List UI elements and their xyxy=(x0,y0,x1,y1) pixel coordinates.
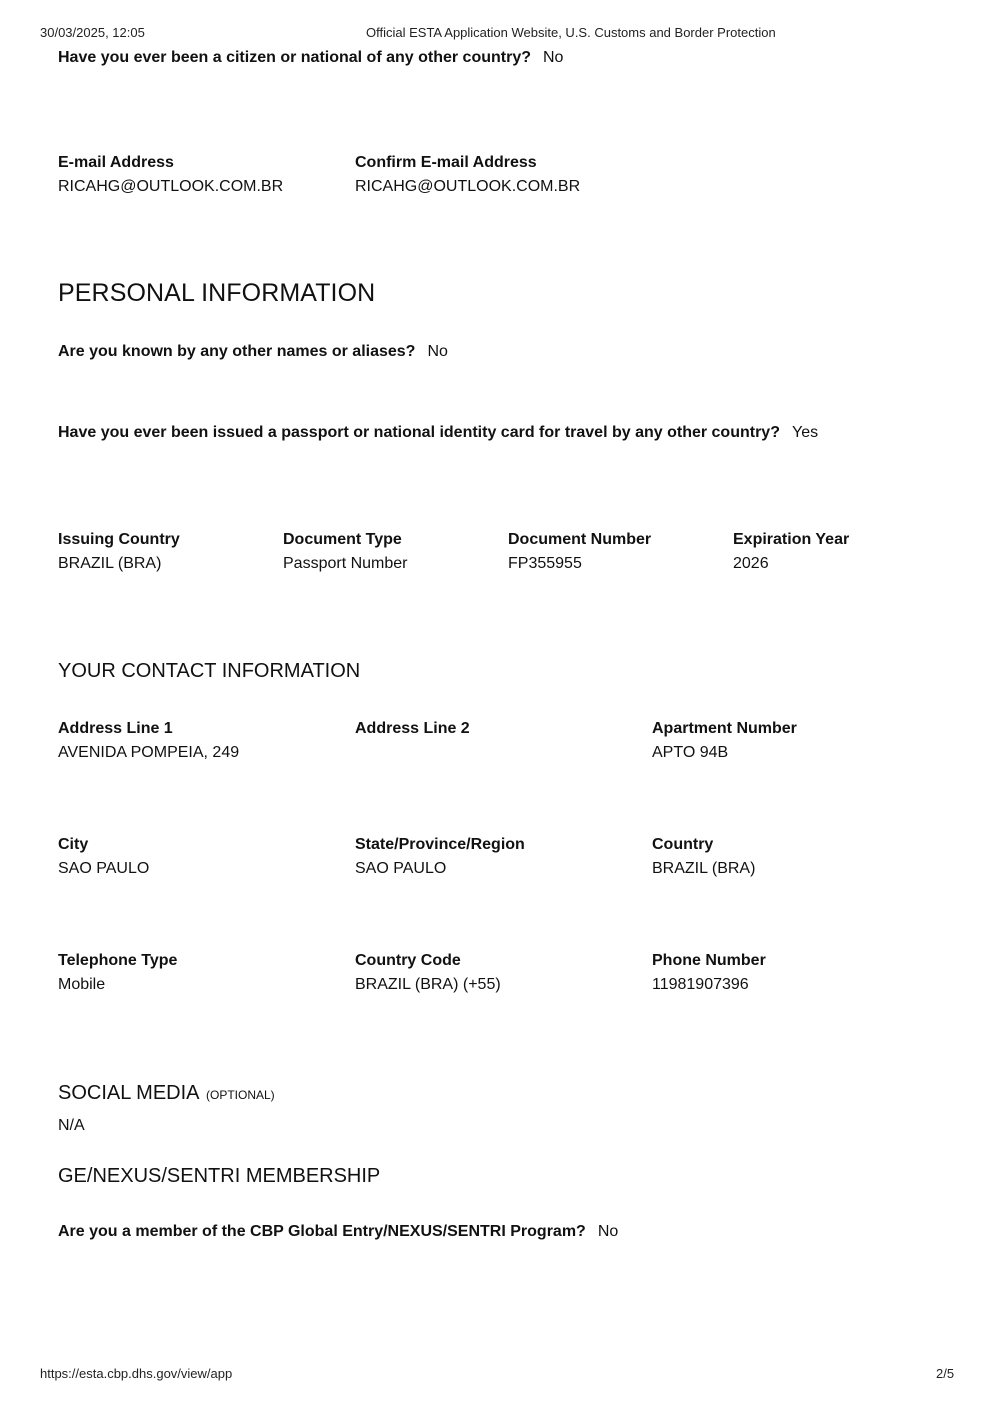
country-code-label: Country Code xyxy=(355,952,461,969)
country-field xyxy=(652,835,755,880)
other-passport-row xyxy=(58,424,818,442)
social-media-heading xyxy=(58,1082,275,1105)
country-value: BRAZIL (BRA) xyxy=(652,860,756,877)
state-field xyxy=(355,835,525,880)
membership-question: Are you a member of the CBP Global Entry/NEXUS/SENTRI Program? xyxy=(58,1223,586,1240)
apartment-number-value: APTO 94B xyxy=(652,744,729,761)
document-type-value: Passport Number xyxy=(283,555,408,572)
phone-number-value: 11981907396 xyxy=(652,976,749,993)
address-line-2-field xyxy=(355,719,470,742)
country-label: Country xyxy=(652,836,714,853)
phone-number-label: Phone Number xyxy=(652,952,766,969)
telephone-type-field xyxy=(58,951,177,996)
confirm-email-value: RICAHG@OUTLOOK.COM.BR xyxy=(355,178,581,195)
state-value: SAO PAULO xyxy=(355,860,447,877)
phone-number-field xyxy=(652,951,766,996)
email-address-label: E-mail Address xyxy=(58,154,174,171)
document-number-label: Document Number xyxy=(508,531,652,548)
city-label: City xyxy=(58,836,89,853)
expiration-year-field xyxy=(733,530,849,575)
print-url: https://esta.cbp.dhs.gov/view/app xyxy=(40,1366,233,1381)
country-code-field xyxy=(355,951,501,996)
document-number-field xyxy=(508,530,651,575)
address-line-1-value: AVENIDA POMPEIA, 249 xyxy=(58,744,240,761)
country-code-value: BRAZIL (BRA) (+55) xyxy=(355,976,501,993)
aliases-question: Are you known by any other names or aliases? xyxy=(58,343,416,360)
social-media-value: N/A xyxy=(58,1117,85,1134)
print-page-number: 2/5 xyxy=(936,1366,955,1381)
social-media-optional-note: (OPTIONAL) xyxy=(205,1088,275,1102)
aliases-row xyxy=(58,343,448,361)
print-page-title: Official ESTA Application Website, U.S. Customs and Border Protection xyxy=(366,25,776,40)
apartment-number-label: Apartment Number xyxy=(652,720,797,737)
document-number-value: FP355955 xyxy=(508,555,582,572)
personal-information-heading: PERSONAL INFORMATION xyxy=(58,279,376,307)
membership-heading: GE/NEXUS/SENTRI MEMBERSHIP xyxy=(58,1165,381,1187)
document-type-field xyxy=(283,530,408,575)
address-line-1-field xyxy=(58,719,239,764)
email-address-value: RICAHG@OUTLOOK.COM.BR xyxy=(58,178,284,195)
expiration-year-value: 2026 xyxy=(733,555,769,572)
membership-row xyxy=(58,1223,618,1241)
document-type-label: Document Type xyxy=(283,531,402,548)
confirm-email-label: Confirm E-mail Address xyxy=(355,154,537,171)
other-citizenship-answer: No xyxy=(543,49,564,66)
other-passport-question: Have you ever been issued a passport or national identity card for travel by any other country? xyxy=(58,424,780,441)
issuing-country-label: Issuing Country xyxy=(58,531,180,548)
membership-answer: No xyxy=(597,1223,619,1240)
telephone-type-label: Telephone Type xyxy=(58,952,178,969)
city-field xyxy=(58,835,149,880)
state-label: State/Province/Region xyxy=(355,836,525,853)
confirm-email-field xyxy=(355,153,580,198)
address-line-1-label: Address Line 1 xyxy=(58,720,173,737)
issuing-country-value: BRAZIL (BRA) xyxy=(58,555,162,572)
apartment-number-field xyxy=(652,719,797,764)
issuing-country-field xyxy=(58,530,180,575)
city-value: SAO PAULO xyxy=(58,860,150,877)
aliases-answer: No xyxy=(427,343,448,360)
expiration-year-label: Expiration Year xyxy=(733,531,850,548)
other-passport-answer: Yes xyxy=(791,424,819,441)
telephone-type-value: Mobile xyxy=(58,976,106,993)
address-line-2-label: Address Line 2 xyxy=(355,720,470,737)
print-datetime: 30/03/2025, 12:05 xyxy=(40,25,145,40)
email-address-field xyxy=(58,153,283,198)
other-citizenship-question: Have you ever been a citizen or national of any other country? xyxy=(58,49,531,66)
social-media-heading-text: SOCIAL MEDIA xyxy=(58,1082,199,1104)
contact-information-heading: YOUR CONTACT INFORMATION xyxy=(58,660,361,682)
other-citizenship-row xyxy=(58,49,563,67)
